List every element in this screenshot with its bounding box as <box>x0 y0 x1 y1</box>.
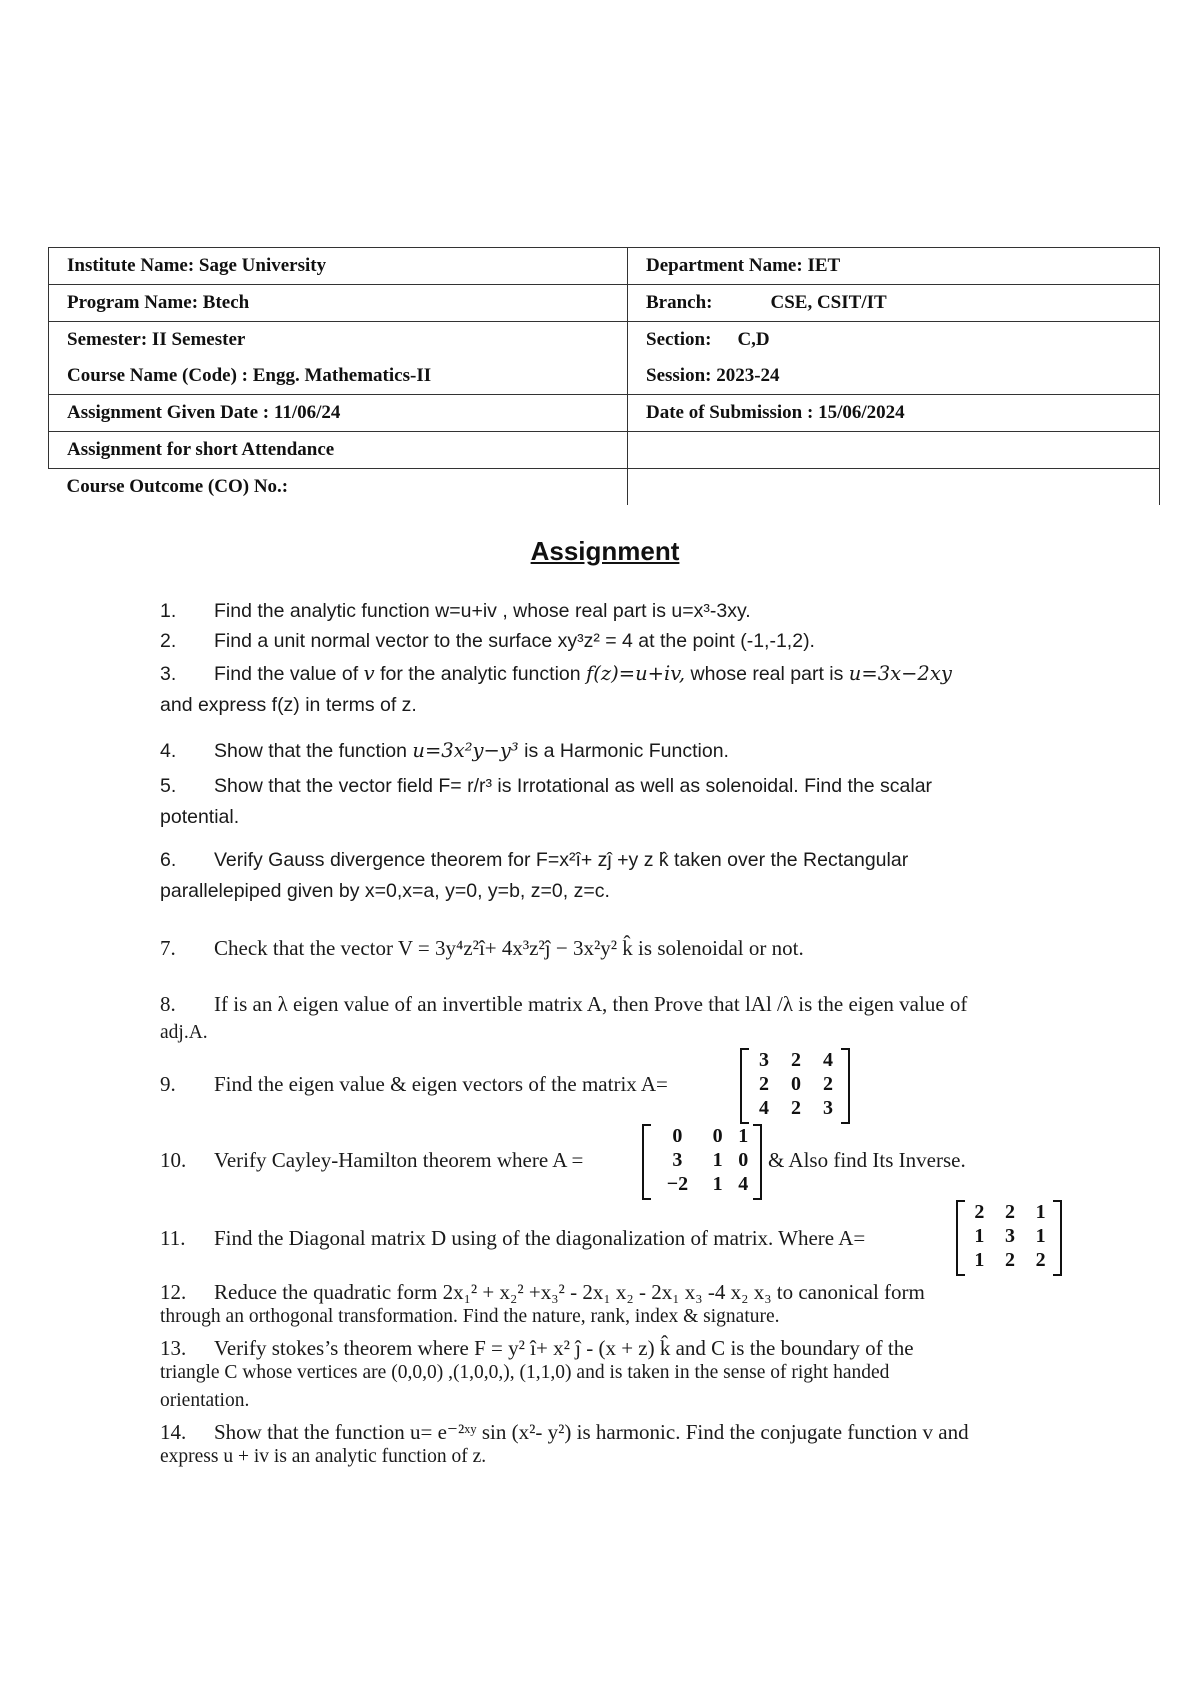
matrix-cell: 2 <box>791 1096 801 1119</box>
header-table <box>48 247 1160 505</box>
question-11: 11. Find the Diagonal matrix D using of the diagonalization of matrix. Where A= <box>160 1226 866 1250</box>
question-9: 9. Find the eigen value & eigen vectors of the matrix A= <box>160 1072 668 1096</box>
course-outcome: Course Outcome (CO) No.: <box>49 469 628 506</box>
matrix-cell: 2 <box>823 1072 833 1095</box>
matrix-cell: 4 <box>823 1048 833 1071</box>
matrix-q11 <box>956 1200 1062 1276</box>
matrix-cell: 2 <box>1004 1200 1015 1223</box>
matrix-bracket-left <box>740 1048 749 1124</box>
question-4: 4. Show that the function u=3x²y−y³ is a Harmonic Function. <box>160 739 729 762</box>
matrix-row <box>748 1096 844 1120</box>
question-6-continued: parallelepiped given by x=0,x=a, y=0, y=b, z=0, z=c. <box>160 880 610 902</box>
assignment-purpose: Assignment for short Attendance <box>49 432 628 469</box>
question-2: 2. Find a unit normal vector to the surface xy³z² = 4 at the point (-1,-1,2). <box>160 630 815 652</box>
matrix-cell: 2 <box>759 1072 769 1095</box>
matrix-bracket-left <box>956 1200 965 1276</box>
question-10-suffix: & Also find Its Inverse. <box>768 1148 966 1172</box>
matrix-bracket-right <box>1053 1200 1062 1276</box>
question-3-continued: and express f(z) in terms of z. <box>160 694 417 716</box>
matrix-cell: 2 <box>791 1048 801 1071</box>
matrix-cell: −2 <box>666 1172 689 1195</box>
matrix-cell: 0 <box>712 1124 723 1147</box>
department-name: Department Name: IET <box>628 248 1160 285</box>
matrix-cell: 1 <box>974 1224 985 1247</box>
matrix-cell: 1 <box>738 1124 749 1147</box>
branch <box>628 285 1160 322</box>
page-title: Assignment <box>530 536 680 566</box>
question-12-continued: through an orthogonal transformation. Find the nature, rank, index & signature. <box>160 1306 780 1327</box>
program-name: Program Name: Btech <box>49 285 628 322</box>
session: Session: 2023-24 <box>628 358 1160 395</box>
matrix-cell: 3 <box>672 1148 683 1171</box>
empty-cell <box>628 469 1160 506</box>
matrix-row <box>650 1172 756 1196</box>
section <box>628 322 1160 359</box>
course-name: Course Name (Code) : Engg. Mathematics-II <box>49 358 628 395</box>
matrix-q9 <box>740 1048 850 1124</box>
matrix-row <box>964 1200 1056 1224</box>
submission-date: Date of Submission : 15/06/2024 <box>628 395 1160 432</box>
matrix-bracket-left <box>642 1124 651 1200</box>
question-1: 1. Find the analytic function w=u+iv , whose real part is u=x³-3xy. <box>160 600 751 622</box>
question-13: 13. Verify stokes’s theorem where F = y² î+ x² ĵ - (x + z) k̂ and C is the boundary of the <box>160 1336 914 1360</box>
question-7: 7. Check that the vector V = 3y⁴z²î+ 4x³z²ĵ − 3x²y² k̂ is solenoidal or not. <box>160 936 804 960</box>
matrix-cell: 1 <box>712 1148 723 1171</box>
matrix-cell: 2 <box>1035 1248 1046 1271</box>
section-value: C,D <box>737 329 770 350</box>
matrix-bracket-right <box>753 1124 762 1200</box>
matrix-q10 <box>642 1124 762 1200</box>
question-8-continued: adj.A. <box>160 1022 208 1043</box>
matrix-cell: 0 <box>791 1072 801 1095</box>
matrix-row <box>964 1224 1056 1248</box>
assignment-given-date: Assignment Given Date : 11/06/24 <box>49 395 628 432</box>
matrix-cell: 3 <box>823 1096 833 1119</box>
question-5: 5. Show that the vector field F= r/r³ is Irrotational as well as solenoidal. Find the scalar <box>160 775 933 797</box>
question-5-continued: potential. <box>160 806 240 828</box>
matrix-row <box>650 1124 756 1148</box>
matrix-cell: 2 <box>1004 1248 1015 1271</box>
semester: Semester: II Semester <box>49 322 628 359</box>
question-10: 10. Verify Cayley-Hamilton theorem where A = <box>160 1148 584 1172</box>
matrix-row <box>748 1048 844 1072</box>
matrix-cell: 2 <box>974 1200 985 1223</box>
matrix-cell: 0 <box>672 1124 683 1147</box>
question-8: 8. If is an λ eigen value of an invertible matrix A, then Prove that lAl /λ is the eigen value of <box>160 992 968 1016</box>
matrix-cell: 1 <box>974 1248 985 1271</box>
question-6: 6. Verify Gauss divergence theorem for F=x²î+ zĵ +y z k̂ taken over the Rectangular <box>160 849 909 871</box>
matrix-bracket-right <box>841 1048 850 1124</box>
matrix-cell: 1 <box>1035 1224 1046 1247</box>
institute-name: Institute Name: Sage University <box>49 248 628 285</box>
matrix-row <box>650 1148 756 1172</box>
question-3: 3. Find the value of v for the analytic function f(z)=u+iv, whose real part is u=3x−2xy <box>160 662 952 685</box>
question-13-continued-2: orientation. <box>160 1390 250 1411</box>
branch-label: Branch: <box>646 292 713 313</box>
matrix-cell: 0 <box>738 1148 749 1171</box>
question-14: 14. Show that the function u= e⁻²ˣʸ sin (x²- y²) is harmonic. Find the conjugate function v and <box>160 1420 969 1444</box>
matrix-cell: 4 <box>738 1172 749 1195</box>
matrix-cell: 3 <box>759 1048 769 1071</box>
matrix-row <box>748 1072 844 1096</box>
question-12: 12. Reduce the quadratic form 2x₁² + x₂² +x₃² - 2x₁ x₂ - 2x₁ x₃ -4 x₂ x₃ to canonical form <box>160 1280 925 1304</box>
section-label: Section: <box>646 329 712 350</box>
matrix-cell: 4 <box>759 1096 769 1119</box>
branch-value: CSE, CSIT/IT <box>770 292 887 313</box>
matrix-cell: 1 <box>1035 1200 1046 1223</box>
matrix-cell: 3 <box>1004 1224 1015 1247</box>
question-13-continued-1: triangle C whose vertices are (0,0,0) ,(1,0,0,), (1,1,0) and is taken in the sense of right handed <box>160 1362 890 1383</box>
question-14-continued: express u + iv is an analytic function of z. <box>160 1446 487 1467</box>
matrix-cell: 1 <box>712 1172 723 1195</box>
empty-cell <box>628 432 1160 469</box>
matrix-row <box>964 1248 1056 1272</box>
